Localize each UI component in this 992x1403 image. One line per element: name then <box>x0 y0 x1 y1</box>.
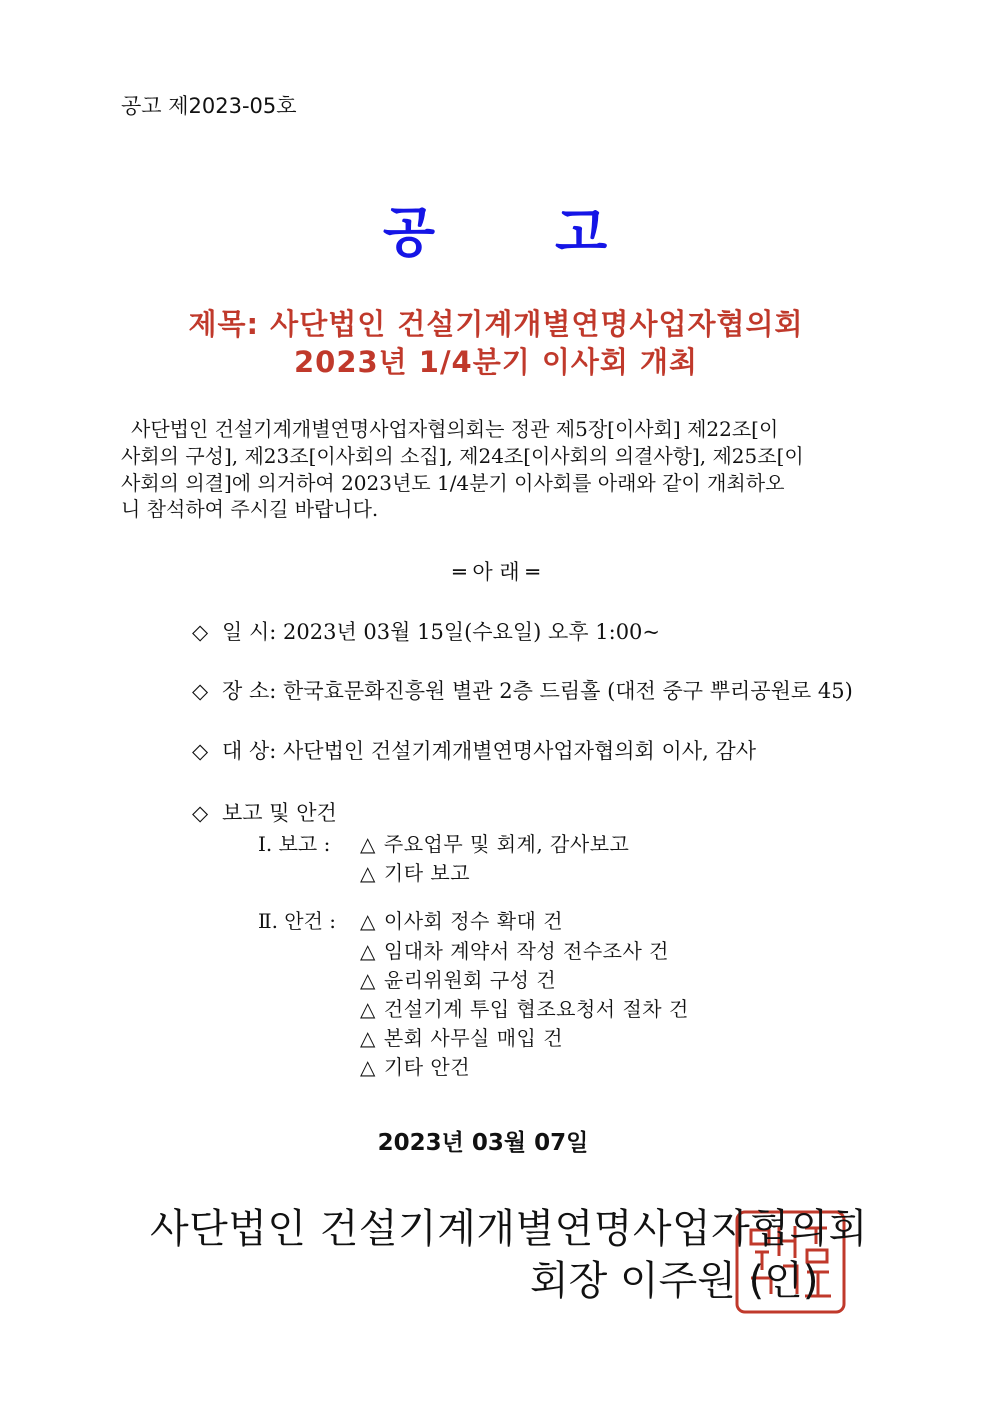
organization-name: 사단법인 건설기계개별연명사업자협의회 <box>150 1206 868 1252</box>
diamond-icon: ◇ <box>192 801 209 825</box>
detail-date-text: 일 시: 2023년 03월 15일(수요일) 오후 1:00~ <box>222 620 661 644</box>
body-paragraph-line: 사단법인 건설기계개별연명사업자협의회는 정관 제5장[이사회] 제22조[이 <box>131 417 779 441</box>
body-paragraph-line: 니 참석하여 주시길 바랍니다. <box>121 497 379 521</box>
triangle-icon: △ <box>360 997 376 1021</box>
issue-item: △ 이사회 정수 확대 건 <box>360 909 564 933</box>
triangle-icon: △ <box>360 1055 376 1079</box>
subject-line-2: 2023년 1/4분기 이사회 개최 <box>293 345 699 379</box>
report-item: △ 주요업무 및 회계, 감사보고 <box>360 832 630 856</box>
detail-target-text: 대 상: 사단법인 건설기계개별연명사업자협의회 이사, 감사 <box>222 739 756 763</box>
triangle-icon: △ <box>360 968 376 992</box>
subject-line-1: 제목: 사단법인 건설기계개별연명사업자협의회 <box>188 307 804 341</box>
issue-item: △ 임대차 계약서 작성 전수조사 건 <box>360 939 669 963</box>
triangle-icon: △ <box>360 832 376 856</box>
triangle-icon: △ <box>360 939 376 963</box>
notice-number: 공고 제2023-05호 <box>121 94 297 118</box>
detail-agenda <box>192 797 337 827</box>
detail-place <box>192 675 853 705</box>
detail-agenda-text: 보고 및 안건 <box>222 801 337 825</box>
detail-place-text: 장 소: 한국효문화진흥원 별관 2층 드림홀 (대전 중구 뿌리공원로 45) <box>222 679 853 703</box>
president-signature-line: 회장 이주원 (인) <box>530 1258 819 1304</box>
diamond-icon: ◇ <box>192 620 209 644</box>
body-paragraph-line: 사회의 구성], 제23조[이사회의 소집], 제24조[이사회의 의결사항], 제25조[이 <box>121 444 804 468</box>
triangle-icon: △ <box>360 909 376 933</box>
main-title-char-2: 고 <box>555 201 610 264</box>
issue-item: △ 건설기계 투입 협조요청서 절차 건 <box>360 997 689 1021</box>
body-paragraph-line: 사회의 의결]에 의거하여 2023년도 1/4분기 이사회를 아래와 같이 개최하오 <box>121 471 785 495</box>
issues-label: Ⅱ. 안건 : <box>258 909 337 933</box>
main-title-char-1: 공 <box>382 201 437 264</box>
main-title <box>0 190 992 267</box>
diamond-icon: ◇ <box>192 739 209 763</box>
report-item: △ 기타 보고 <box>360 861 471 885</box>
issue-date: 2023년 03월 07일 <box>377 1130 589 1156</box>
issue-item: △ 윤리위원회 구성 건 <box>360 968 557 992</box>
issue-item: △ 기타 안건 <box>360 1055 471 1079</box>
issue-item: △ 본회 사무실 매입 건 <box>360 1026 564 1050</box>
report-label: Ⅰ. 보고 : <box>258 832 331 856</box>
detail-target <box>192 735 756 765</box>
below-heading: ═ 아 래 ═ <box>453 560 539 584</box>
diamond-icon: ◇ <box>192 679 209 703</box>
triangle-icon: △ <box>360 861 376 885</box>
detail-date <box>192 616 660 646</box>
triangle-icon: △ <box>360 1026 376 1050</box>
